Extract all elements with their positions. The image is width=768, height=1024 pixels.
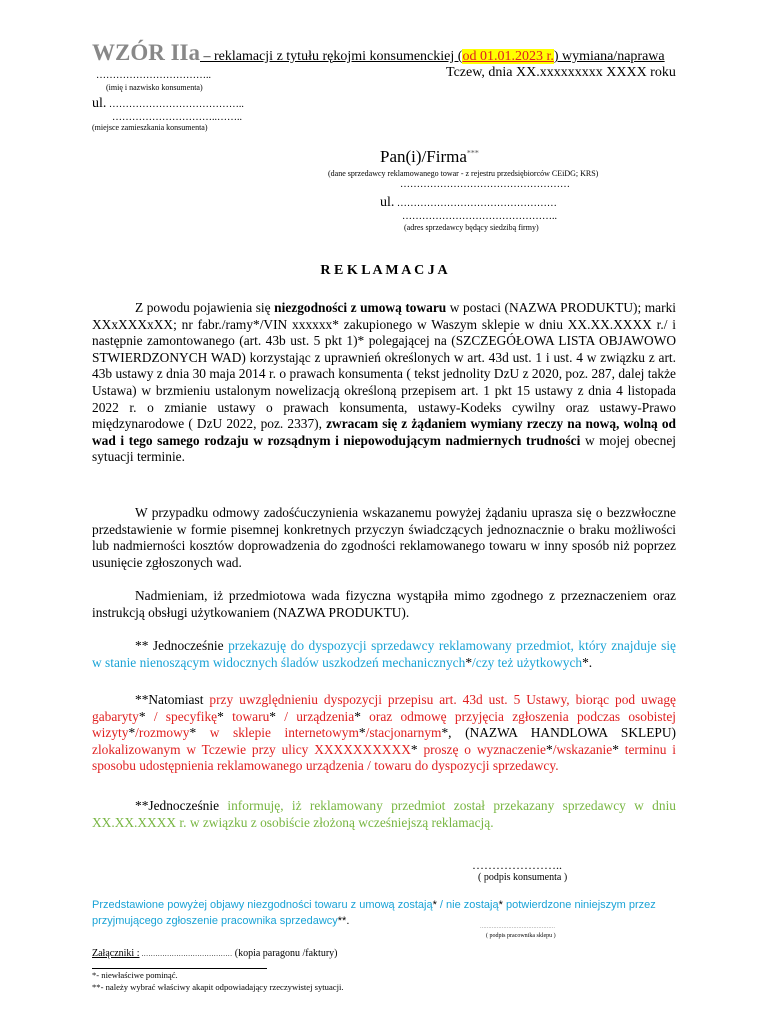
attachments-dots: ………………………………… xyxy=(139,950,233,958)
footnote-divider xyxy=(92,968,267,969)
p5-mark-10: * xyxy=(410,741,418,757)
paragraph-usage: Nadmieniam, iż przedmiotowa wada fizyczna wystąpiła mimo zgodnego z przeznaczeniem oraz instrukcją obsługi użytkowaniem (NAZWA PRODUKTU). xyxy=(92,588,676,620)
p5-mark-6: * xyxy=(189,725,197,741)
sender-street xyxy=(92,94,244,112)
title-date-highlight: od 01.01.2023 r. xyxy=(462,49,554,64)
recipient-title xyxy=(380,147,479,167)
staff-signature-dots: ……………………………………… xyxy=(480,925,555,930)
conf-cyan-2: / nie zostają xyxy=(436,899,499,911)
recipient-street-dots: ………………………………………… xyxy=(394,198,557,209)
p5-red-8: /stacjonarnym xyxy=(365,725,442,741)
signature-caption: ( podpis konsumenta ) xyxy=(478,872,568,883)
sender-name-dots: …………………………….. xyxy=(96,70,211,81)
title-text-1: – reklamacji z tytułu rękojmi konsumenckiej ( xyxy=(200,49,463,64)
p5-mark-3: * xyxy=(269,708,276,724)
place-date: Tczew, dnia XX.xxxxxxxxx XXXX roku xyxy=(446,65,676,80)
paragraph-refusal: W przypadku odmowy zadośćuczynienia wskazanemu powyżej żądaniu uprasza się o bezzwłoczne przedstawienie w formie pisemnej konkretnych przyczyn świadczących jednoznacznie o braku możliwości lub nadmierności kosztów doprowadzenia do zgodności reklamowanego towaru w inny sposób niż poprzez usunięcie zgłoszonych wad. xyxy=(92,505,676,570)
p5-red-3: towaru xyxy=(223,708,270,724)
conf-mark-3: **. xyxy=(337,915,350,927)
recipient-caption: (dane sprzedawcy reklamowanego towar - z rejestru przedsiębiorców CEiDG; KRS) xyxy=(328,169,599,178)
sender-address-dots: …………………………..…….. xyxy=(112,112,242,123)
recipient-dots-2: ……………………………………….. xyxy=(402,211,557,222)
p4-cyan-1: przekazuję do dyspozycji sprzedawcy reklamowany przedmiot, który znajduje się w stanie nienoszącym widocznych śladów uszkodzeń mechanicznych xyxy=(92,638,676,670)
p5-red-9: zlokalizowanym w Tczewie przy ulicy XXXXXXXXXX xyxy=(92,741,411,757)
recipient-street-prefix: ul. xyxy=(380,195,395,210)
paragraph-handover xyxy=(92,638,676,671)
p5-mark-8: * xyxy=(441,725,449,741)
title-text-2: ) wymiana/naprawa xyxy=(553,49,665,64)
p5-mark-5: * xyxy=(128,725,136,741)
p1-bold-2: zwracam się z żądaniem wymiany rzeczy na nową, wolną od wad i tego samego rodzaju w rozsądnym i niepowodującym nadmiernych trudności xyxy=(92,416,676,448)
p1-text-2: w postaci (NAZWA PRODUKTU); marki XXxXXXxXX; nr fabr./ramy*/VIN xxxxxx* zakupionego w Waszym sklepie w dniu XX.XX.XXXX r./ i następnie zamontowanego (art. 43b ust. 5 pkt 1)* polegającej na (SZCZEGÓŁOWA LISTA OBJAWOWO STWIERDZONYCH WAD) korzystając z uprawnień określonych w art. 43d ust. 1 i ust. 4 w związku z art. 43b ustawy z dnia 30 maja 2014 r. o prawach konsumenta ( tekst jednolity DzU z 2020, poz. 287, dalej także Ustawa) w brzmieniu ustalonym nowelizacją określoną przepisem art. 1 pkt 15 ustawy z dnia 4 listopada 2022 r. o zmianie ustawy o prawach konsumenta, ustawy-Kodeks cywilny oraz ustawy-Prawo międzynarodowe ( DzU 2022, poz. 2337), xyxy=(92,300,676,432)
p4-cyan-2: /czy też użytkowych xyxy=(472,654,583,670)
recipient-title-mark: *** xyxy=(466,148,479,158)
recipient-street xyxy=(380,193,557,211)
template-label: WZÓR IIa xyxy=(92,40,200,65)
p5-mark-11: * xyxy=(546,741,553,757)
recipient-title-text: Pan(i)/Firma xyxy=(380,147,467,166)
p5-shop-name: , (NAZWA HANDLOWA SKLEPU) xyxy=(448,725,676,741)
document-title: R E K L A M A C J A xyxy=(320,263,448,278)
p5-red-4: / urządzenia xyxy=(275,708,355,724)
p5-mark-7: * xyxy=(358,725,366,741)
paragraph-pickup-request xyxy=(92,692,676,775)
p5-mark-12: * xyxy=(612,741,619,757)
p5-red-12: terminu i sposobu udostępnienia reklamowanego urządzenia / towaru do dyspozycji sprzedawcy. xyxy=(92,741,676,774)
staff-signature-caption: ( podpis pracownika sklepu ) xyxy=(486,933,556,939)
conf-mark-1: * xyxy=(432,899,437,911)
conf-cyan-1: Przedstawione powyżej objawy niezgodności towaru z umową zostają xyxy=(92,899,433,911)
p5-lead: **Natomiast xyxy=(135,692,210,707)
signature-dots: ………………….. xyxy=(472,858,562,872)
street-prefix: ul. xyxy=(92,96,107,111)
footnote-1: *- niewłaściwe pominąć. xyxy=(92,970,178,980)
recipient-dots-1: …………………………………………… xyxy=(400,179,570,190)
street-dots: ………………………………….. xyxy=(106,99,244,110)
p1-text-3: w mojej obecnej sytuacji terminie. xyxy=(92,432,676,465)
p6-green: informuję, iż reklamowany przedmiot został przekazany sprzedawcy w dniu XX.XX.XXXX r. w związku z osobiście złożoną wcześniejszą reklamacją. xyxy=(92,798,676,830)
p5-red-7: w sklepie internetowym xyxy=(196,725,359,741)
attachments-line xyxy=(92,948,337,959)
recipient-address-caption: (adres sprzedawcy będący siedzibą firmy) xyxy=(404,223,539,232)
sender-address-caption: (miejsce zamieszkania konsumenta) xyxy=(92,123,208,132)
p4-lead: ** Jednocześnie xyxy=(135,638,229,653)
p4-mark-2: *. xyxy=(582,654,593,670)
p5-red-5: oraz odmowę przyjęcia zgłoszenia podczas osobistej wizyty xyxy=(92,708,676,741)
p5-red-10: proszę o wyznaczenie xyxy=(417,741,546,757)
p5-red-1: przy uwzględnieniu dyspozycji przepisu art. 43d ust. 5 Ustawy, biorąc pod uwagę gabaryty xyxy=(92,692,676,724)
header-title xyxy=(92,40,752,66)
attachments-text: (kopia paragonu /faktury) xyxy=(232,948,338,959)
p5-mark-4: * xyxy=(354,708,361,724)
p1-text-1: Z powodu pojawienia się xyxy=(135,300,275,315)
p5-red-2: / specyfikę xyxy=(145,708,218,724)
p4-mark-1: * xyxy=(465,654,473,670)
p5-red-11: /wskazanie xyxy=(552,741,613,757)
footnote-2: **- należy wybrać właściwy akapit odpowiadający rzeczywistej sytuacji. xyxy=(92,982,344,992)
sender-name-caption: (imię i nazwisko konsumenta) xyxy=(106,83,203,92)
conf-mark-2: * xyxy=(498,899,503,911)
p6-lead: **Jednocześnie xyxy=(135,798,228,813)
attachments-label: Załączniki : xyxy=(92,948,140,959)
confirmation-text xyxy=(92,897,676,929)
conf-cyan-3: potwierdzone niniejszym przez przyjmującego zgłoszenie pracownika sprzedawcy xyxy=(92,899,656,927)
p5-mark-2: * xyxy=(217,708,224,724)
p5-red-6: /rozmowy xyxy=(135,725,190,741)
paragraph-claim xyxy=(92,300,676,466)
paragraph-previous-claim xyxy=(92,798,676,831)
p5-mark-1: * xyxy=(138,708,146,724)
p1-bold-1: niezgodności z umową towaru xyxy=(274,300,447,315)
